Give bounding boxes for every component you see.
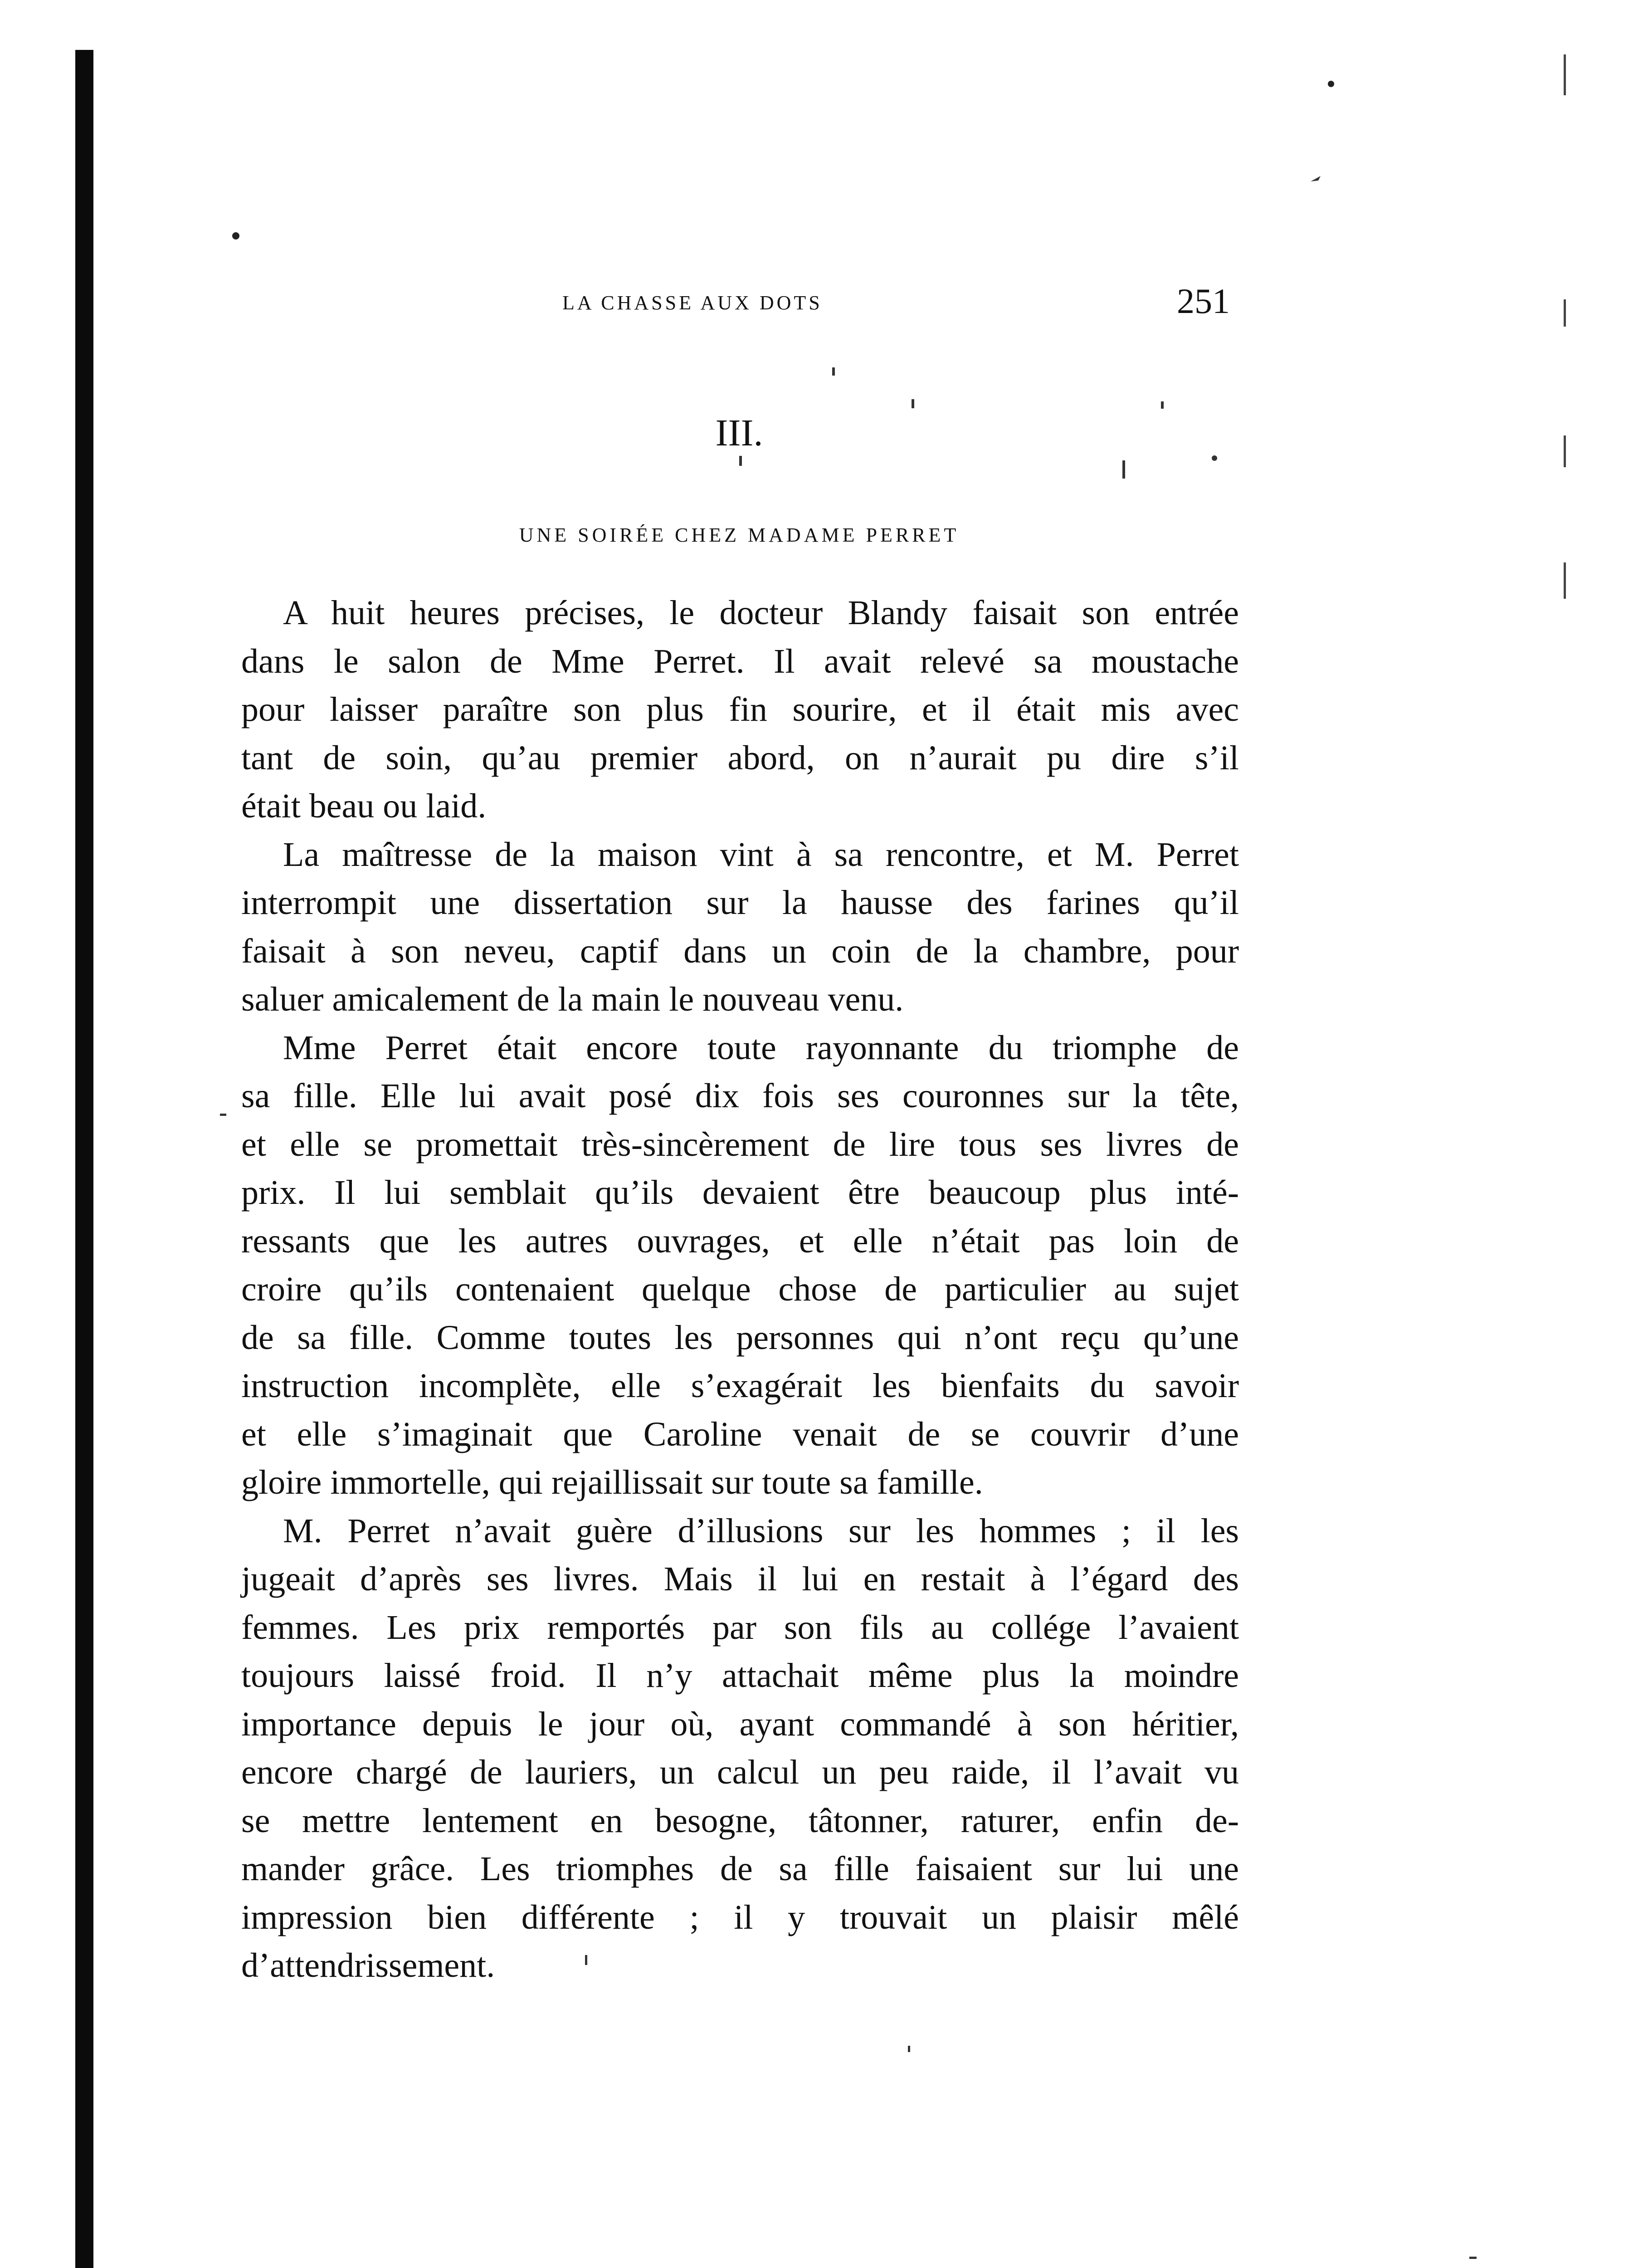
text-line: Mme Perret était encore toute rayonnante du triomphe de xyxy=(283,1028,1239,1067)
page-number: 251 xyxy=(1177,281,1230,321)
text-line: tant de soin, qu’au premier abord, on n’aurait pu dire s’il xyxy=(241,738,1239,777)
text-line: gloire immortelle, qui rejaillissait sur toute sa famille. xyxy=(241,1463,983,1501)
text-line: La maîtresse de la maison vint à sa rencontre, et M. Perret xyxy=(283,835,1239,874)
text-line: se mettre lentement en besogne, tâtonner, raturer, enfin de- xyxy=(241,1801,1239,1840)
text-line: faisait à son neveu, captif dans un coin de la chambre, pour xyxy=(241,932,1239,970)
text-line: était beau ou laid. xyxy=(241,787,487,825)
running-head xyxy=(0,281,1648,321)
paragraph-2 xyxy=(241,831,1239,1024)
text-line: de sa fille. Comme toutes les personnes qui n’ont reçu qu’une xyxy=(241,1318,1239,1357)
text-line: saluer amicalement de la main le nouveau venu. xyxy=(241,980,904,1018)
text-line: interrompit une dissertation sur la hausse des farines qu’il xyxy=(241,884,1239,922)
chapter-title: UNE SOIRÉE CHEZ MADAME PERRET xyxy=(519,524,960,546)
text-line: d’attendrissement. xyxy=(241,1946,495,1984)
text-line: femmes. Les prix remportés par son fils au collége l’avaient xyxy=(241,1608,1239,1647)
running-title: LA CHASSE AUX DOTS xyxy=(562,292,823,314)
chapter-number: III. xyxy=(715,412,763,454)
text-line: ressants que les autres ouvrages, et elle n’était pas loin de xyxy=(241,1222,1239,1260)
text-line: sa fille. Elle lui avait posé dix fois ses couronnes sur la tête, xyxy=(241,1077,1239,1115)
text-line: jugeait d’après ses livres. Mais il lui en restait à l’égard des xyxy=(241,1560,1239,1598)
binding-edge xyxy=(75,50,93,2268)
text-line: instruction incomplète, elle s’exagérait les bienfaits du savoir xyxy=(241,1367,1239,1405)
text-line: dans le salon de Mme Perret. Il avait relevé sa moustache xyxy=(241,642,1239,680)
text-line: et elle se promettait très-sincèrement de lire tous ses livres de xyxy=(241,1125,1239,1163)
text-line: toujours laissé froid. Il n’y attachait même plus la moindre xyxy=(241,1657,1239,1695)
text-line: impression bien différente ; il y trouvait un plaisir mêlé xyxy=(241,1898,1239,1936)
paragraph-4 xyxy=(241,1507,1239,1990)
paragraph-1 xyxy=(241,589,1239,831)
text-line: mander grâce. Les triomphes de sa fille faisaient sur lui une xyxy=(241,1850,1239,1888)
text-line: et elle s’imaginait que Caroline venait de se couvrir d’une xyxy=(241,1415,1239,1453)
text-line: M. Perret n’avait guère d’illusions sur les hommes ; il les xyxy=(283,1511,1239,1550)
body-text xyxy=(241,589,1239,1990)
paragraph-3 xyxy=(241,1024,1239,1507)
text-line: A huit heures précises, le docteur Blandy faisait son entrée xyxy=(283,594,1239,632)
text-line: importance depuis le jour où, ayant commandé à son héritier, xyxy=(241,1705,1239,1743)
text-line: croire qu’ils contenaient quelque chose de particulier au sujet xyxy=(241,1270,1239,1308)
text-line: pour laisser paraître son plus fin sourire, et il était mis avec xyxy=(241,690,1239,728)
text-line: prix. Il lui semblait qu’ils devaient être beaucoup plus inté- xyxy=(241,1173,1239,1212)
text-line: encore chargé de lauriers, un calcul un peu raide, il l’avait vu xyxy=(241,1753,1239,1791)
